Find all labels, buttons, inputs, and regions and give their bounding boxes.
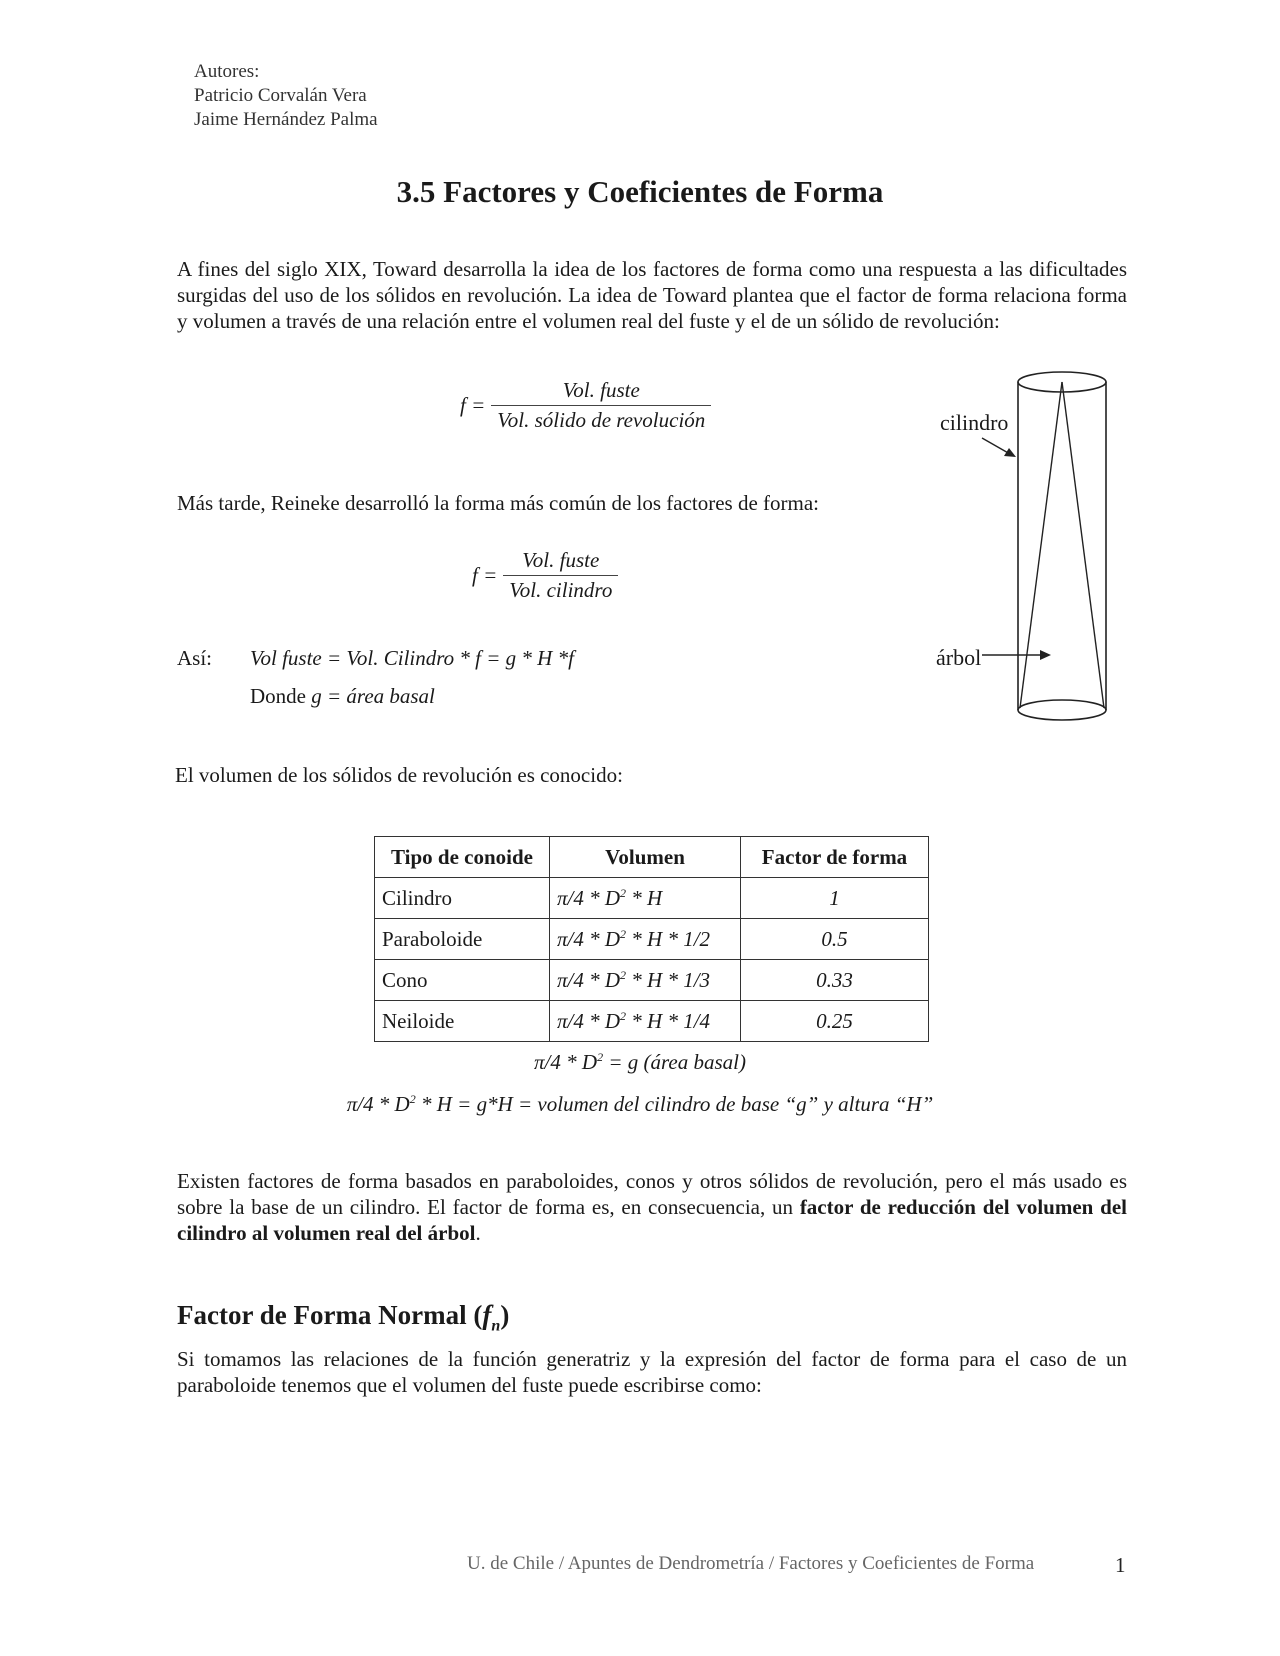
cylinder-volume-note: $\pi/4 * D^2 * H = g*H$ = volumen del cilindro de base “g” y altura “H” <box>346 1092 934 1116</box>
table-row <box>375 878 929 919</box>
section-heading: Factor de Forma Normal $(f_n)$ <box>177 1300 510 1335</box>
conoid-volume: $\pi/4 * D^2$ * H * 1/3 <box>550 960 741 1001</box>
authors-block <box>194 60 378 132</box>
authors-label: Autores: <box>194 61 260 82</box>
conoid-type: Cono <box>375 960 550 1001</box>
conoid-type: Paraboloide <box>375 919 550 960</box>
page-footer: U. de Chile / Apuntes de Dendrometría / Factores y Coeficientes de Forma <box>467 1553 1035 1574</box>
conoid-type: Neiloide <box>375 1001 550 1042</box>
tree-arrow-head <box>1040 650 1051 660</box>
fraction-denominator: Vol. cilindro <box>509 578 613 602</box>
formula-toward <box>460 378 711 433</box>
table-row <box>375 960 929 1001</box>
tree-cone-right <box>1062 382 1104 708</box>
table-header: Volumen <box>550 837 741 878</box>
table-header: Factor de forma <box>741 837 929 878</box>
cylinder-bottom-ellipse <box>1018 700 1106 720</box>
conoid-volume: $\pi/4 * D^2$ * H <box>550 878 741 919</box>
reduction-paragraph: Existen factores de forma basados en paraboloides, conos y otros sólidos de revolución, pero el más usado es sobre la base de un cilindro. El factor de forma es, en consecuencia, un factor de reducción del volumen del cilindro al volumen real del árbol. <box>177 1169 1127 1245</box>
table-row <box>375 1001 929 1042</box>
conoid-type: Cilindro <box>375 878 550 919</box>
form-factor: 1 <box>741 878 929 919</box>
conoid-volume: $\pi/4 * D^2$ * H * 1/2 <box>550 919 741 960</box>
generatrix-paragraph: Si tomamos las relaciones de la función generatriz y la expresión del factor de forma para el caso de un paraboloide tenemos que el volumen del fuste puede escribirse como: <box>177 1347 1127 1397</box>
cylinder-arrow-head <box>1004 448 1016 457</box>
asi-formula: Vol fuste = Vol. Cilindro * f = g * H *f <box>250 646 574 670</box>
formula-reineke <box>472 548 618 603</box>
author-name: Jaime Hernández Palma <box>194 109 378 130</box>
asi-label: Así: <box>177 646 213 670</box>
form-factor: 0.25 <box>741 1001 929 1042</box>
table-header: Tipo de conoide <box>375 837 550 878</box>
table-row <box>375 919 929 960</box>
tree-label: árbol <box>936 645 982 670</box>
donde-line <box>250 684 435 709</box>
formula-lhs: f = <box>472 563 498 587</box>
conoid-table <box>374 836 929 1042</box>
cylinder-arrow-line <box>982 438 1010 454</box>
fraction <box>491 378 711 433</box>
reduction-emphasis: factor de reducción del volumen del cilindro al volumen real del árbol <box>177 1195 1127 1245</box>
conoid-volume: $\pi/4 * D^2$ * H * 1/4 <box>550 1001 741 1042</box>
fraction-numerator: Vol. fuste <box>503 548 618 576</box>
donde-text: Donde <box>250 684 306 708</box>
basal-area-note: $\pi/4 * D^2 = g$ (área basal) <box>534 1050 746 1074</box>
formula-lhs: f = <box>460 393 486 417</box>
form-factor: 0.5 <box>741 919 929 960</box>
form-factor: 0.33 <box>741 960 929 1001</box>
fraction-numerator: Vol. fuste <box>491 378 711 406</box>
fraction-denominator: Vol. sólido de revolución <box>497 408 706 432</box>
solids-paragraph: El volumen de los sólidos de revolución es conocido: <box>175 763 623 787</box>
fraction <box>503 548 618 603</box>
page-title: 3.5 Factores y Coeficientes de Forma <box>396 174 884 209</box>
cylinder-label: cilindro <box>940 410 1009 435</box>
reineke-paragraph: Más tarde, Reineke desarrolló la forma más común de los factores de forma: <box>177 491 820 515</box>
intro-paragraph: A fines del siglo XIX, Toward desarrolla la idea de los factores de forma como una respuesta a las dificultades surgidas del uso de los sólidos en revolución. La idea de Toward plantea que el factor de forma relaciona forma y volumen a través de una relación entre el volumen real del fuste y el de un sólido de revolución: <box>177 257 1127 333</box>
page-number: 1 <box>1115 1553 1126 1577</box>
donde-formula: g = área basal <box>311 684 435 708</box>
table-header-row <box>375 837 929 878</box>
author-name: Patricio Corvalán Vera <box>194 85 367 106</box>
